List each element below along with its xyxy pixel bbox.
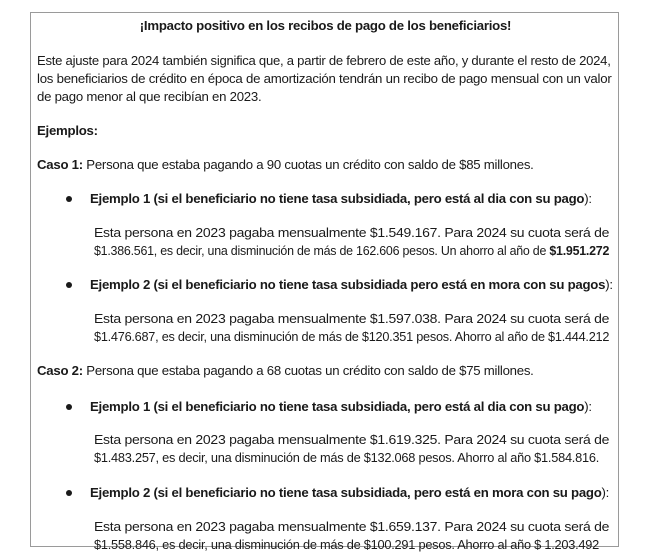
bullet-icon [66, 196, 72, 202]
example-text: $1.386.561, es decir, una disminución de más de 162.606 pesos. Un ahorro al año de [94, 243, 550, 258]
case-1-example-2-line-2: $1.476.687, es decir, una disminución de más de $120.351 pesos. Ahorro al año de $1.444.212 [94, 329, 610, 344]
case-1-example-1-line-1: Esta persona en 2023 pagaba mensualmente $1.549.167. Para 2024 su cuota será de [94, 225, 610, 240]
example-heading-text: Ejemplo 2 (si el beneficiario no tiene tasa subsidiada pero está en mora con su pagos [90, 277, 606, 292]
case-2-example-2-heading [66, 484, 609, 501]
case-2-example-2-line-2: $1.558.846, es decir, una disminución de más de $100.291 pesos. Ahorro al año $ 1.203.492 [94, 537, 600, 552]
case-1-example-2-line-1: Esta persona en 2023 pagaba mensualmente $1.597.038. Para 2024 su cuota será de [94, 311, 610, 326]
intro-line-3: de pago menor al que recibían en 2023. [37, 89, 262, 104]
case-2-example-1-line-2: $1.483.257, es decir, una disminución de más de $132.068 pesos. Ahorro al año $1.584.816. [94, 450, 600, 465]
example-heading-end: ): [584, 191, 592, 206]
document-title: ¡Impacto positivo en los recibos de pago de los beneficiarios! [139, 18, 512, 33]
example-heading-text: Ejemplo 1 (si el beneficiario no tiene tasa subsidiada, pero está al dia con su pago [90, 399, 585, 414]
case-1-line [37, 156, 611, 173]
bullet-icon [66, 404, 72, 410]
case-1-example-1-line-2 [94, 242, 609, 259]
annual-savings-amount: $1.951.272 [549, 243, 610, 258]
case-2-example-1-heading [66, 398, 592, 415]
example-heading-text: Ejemplo 2 (si el beneficiario no tiene tasa subsidiada, pero está en mora con su pago [90, 485, 602, 500]
case-2-line [37, 362, 611, 379]
case-2-label: Caso 2: [37, 363, 83, 378]
case-1-label: Caso 1: [37, 157, 83, 172]
example-heading-text: Ejemplo 1 (si el beneficiario no tiene tasa subsidiada, pero está al dia con su pago [90, 191, 585, 206]
bullet-icon [66, 282, 72, 288]
intro-line-2: los beneficiarios de crédito en época de amortización tendrán un recibo de pago mensual con un valor [37, 71, 612, 86]
case-1-example-2-heading [66, 276, 613, 293]
intro-line-1: Este ajuste para 2024 también significa que, a partir de febrero de este año, y durante el resto de 2024, [37, 53, 611, 68]
example-heading-end: ): [605, 277, 613, 292]
bullet-icon [66, 490, 72, 496]
case-1-description: Persona que estaba pagando a 90 cuotas un crédito con saldo de $85 millones. [82, 157, 534, 172]
case-2-example-1-line-1: Esta persona en 2023 pagaba mensualmente $1.619.325. Para 2024 su cuota será de [94, 432, 610, 447]
examples-heading: Ejemplos: [37, 123, 98, 138]
document-box [30, 12, 619, 552]
case-1-example-1-heading [66, 190, 592, 207]
case-2-description: Persona que estaba pagando a 68 cuotas un crédito con saldo de $75 millones. [82, 363, 534, 378]
example-heading-end: ): [601, 485, 610, 500]
example-heading-end: ): [584, 399, 592, 414]
case-2-example-2-line-1: Esta persona en 2023 pagaba mensualmente $1.659.137. Para 2024 su cuota será de [94, 519, 610, 534]
